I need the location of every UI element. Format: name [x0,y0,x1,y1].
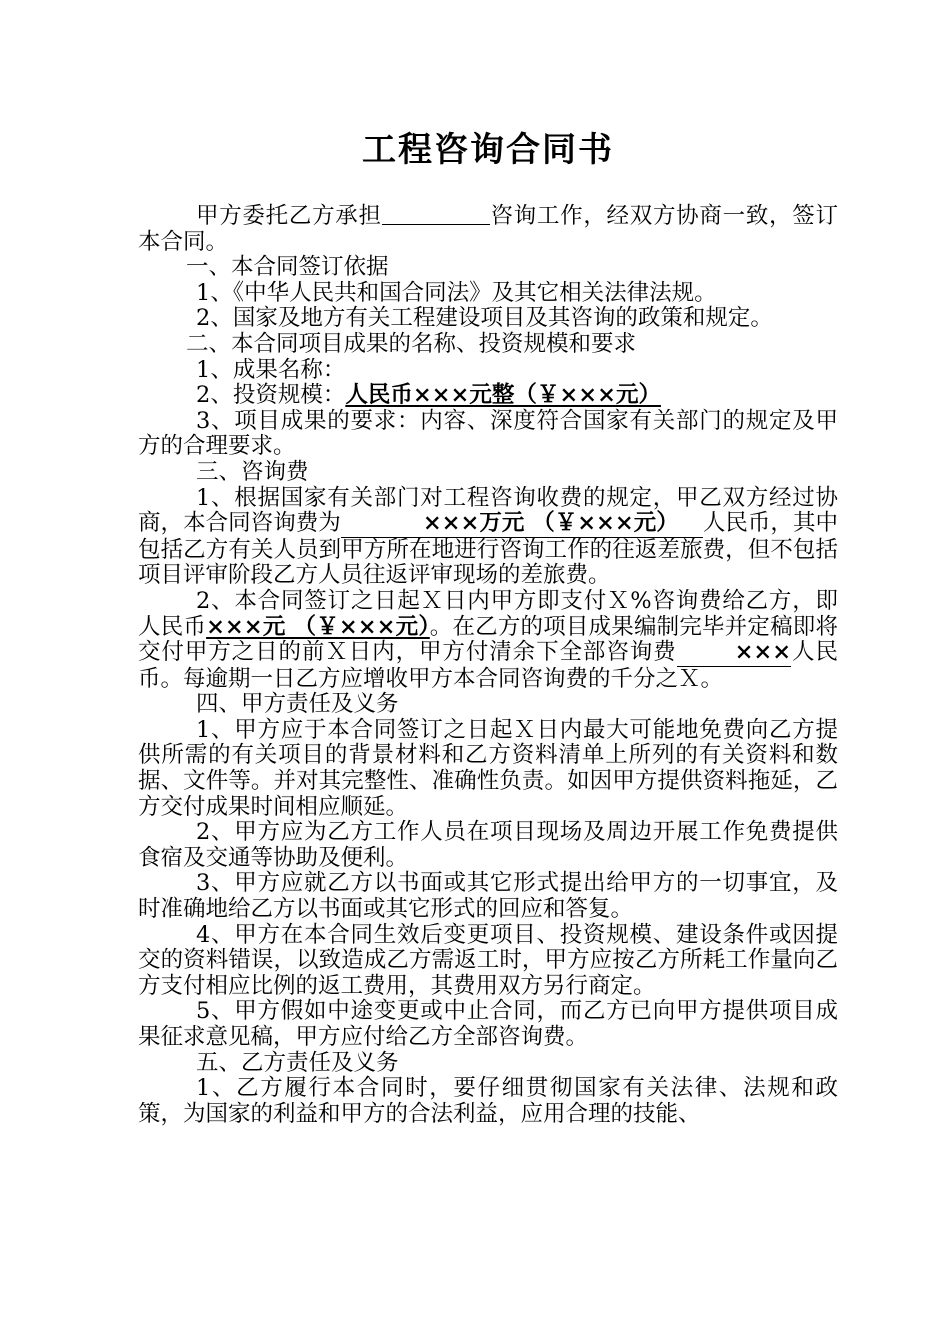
section-4-item-2: 2、甲方应为乙方工作人员在项目现场及周边开展工作免费提供食宿及交通等协助及便利。 [138,819,838,871]
intro-paragraph [138,204,838,255]
section-2-item-2 [138,383,838,409]
section-4-heading: 四、甲方责任及义务 [196,691,399,718]
section-3-item-1 [138,486,838,589]
document-title: 工程咨询合同书 [362,130,614,170]
investment-label: 2、投资规模： [196,382,346,409]
section-4-item-4: 4、甲方在本合同生效后变更项目、投资规模、建设条件或因提交的资料错误，以致造成乙方需返工时，甲方应按乙方所耗工作量向乙方支付相应比例的返工费用，其费用双方另行商定。 [138,921,838,999]
section-5-item-1: 1、乙方履行本合同时，要仔细贯彻国家有关法律、法规和政策，为国家的利益和甲方的合法利益，应用合理的技能、 [138,1075,838,1127]
payment-text-c: 人民币。每逾期一日乙方应增收甲方本合同咨询费的千分之Ｘ。 [138,639,838,692]
investment-amount: 人民币×××元整（￥×××元） [345,382,661,409]
contract-page [138,128,838,1127]
section-2-heading: 二、本合同项目成果的名称、投资规模和要求 [186,330,637,357]
intro-text-before: 甲方委托乙方承担 [196,203,382,229]
section-3-heading: 三、咨询费 [196,458,309,485]
payment-text-a: 2、本合同签订之日起Ｘ日内甲方即支付Ｘ%咨询费给乙方，即人民币 [138,587,838,640]
section-4-item-1: 1、甲方应于本合同签订之日起Ｘ日内最大可能地免费向乙方提供所需的有关项目的背景材料和乙方资料清单上所列的有关资料和数据、文件等。并对其完整性、准确性负责。如因甲方提供资料拖延，乙方交付成果时间相应顺延。 [138,716,838,820]
payment-text-b: 。在乙方的项目成果编制完毕并定稿即将交付甲方之日的前Ｘ日内，甲方付清余下全部咨询费 [138,613,838,666]
section-2-item-1: 1、成果名称： [196,356,346,383]
advance-payment-amount: ×××元 （￥×××元） [206,613,430,640]
intro-text-after: 咨询工作，经双方协商一致，签订本合同。 [138,203,838,255]
section-2-item-3: 3、项目成果的要求：内容、深度符合国家有关部门的规定及甲方的合理要求。 [138,407,838,460]
fee-text-a: 1、根据国家有关部门对工程咨询收费的规定，甲乙双方经过协商，本合同咨询费为 [138,484,838,537]
balance-payment-amount: ××× [677,640,792,667]
section-3-item-2 [138,589,838,692]
section-1-heading: 一、本合同签订依据 [186,254,389,281]
section-4-item-5: 5、甲方假如中途变更或中止合同，而乙方已向甲方提供项目成果征求意见稿，甲方应付给乙方全部咨询费。 [138,998,838,1050]
project-name-blank [382,204,490,225]
section-5-heading: 五、乙方责任及义务 [196,1049,399,1076]
fee-text-b: 人民币，其中包括乙方有关人员到甲方所在地进行咨询工作的往返差旅费，但不包括项目评审阶段乙方人员往返评审现场的差旅费。 [138,510,838,589]
section-1-item-1: 1、《中华人民共和国合同法》及其它相关法律法规。 [196,279,717,306]
consulting-fee-amount: ×××万元 （￥×××元） [341,511,703,538]
section-4-item-3: 3、甲方应就乙方以书面或其它形式提出给甲方的一切事宜，及时准确地给乙方以书面或其它形式的回应和答复。 [138,870,838,923]
section-1-item-2: 2、国家及地方有关工程建设项目及其咨询的政策和规定。 [196,305,773,332]
